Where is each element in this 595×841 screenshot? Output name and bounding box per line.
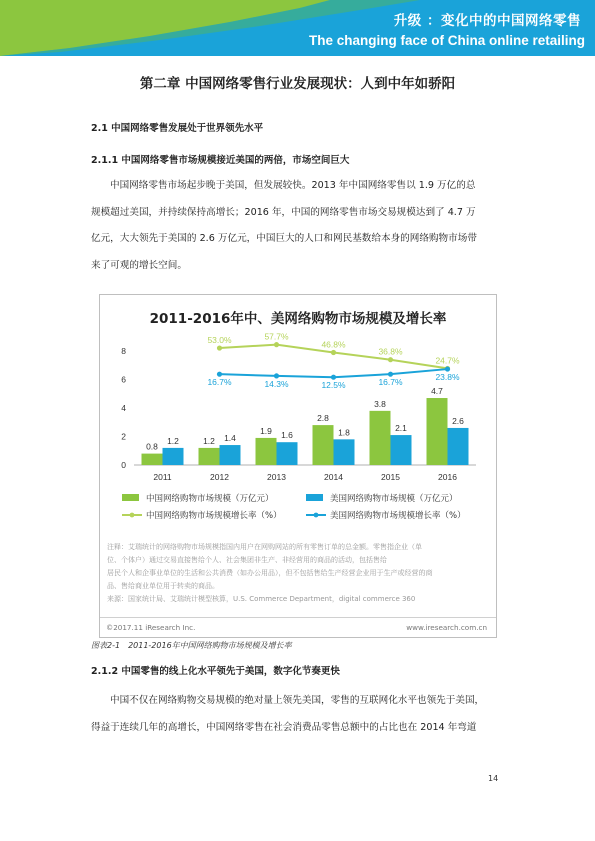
chart-figure	[99, 294, 497, 638]
growth-value-label: 12.5%	[321, 380, 346, 391]
bar-value-label: 2.6	[452, 415, 464, 426]
bar-value-label: 2.8	[317, 413, 329, 424]
chart-note-line: 位、个体户）通过交易直接售给个人、社会集团非生产、非经营用的商品的活动，包括售给	[107, 556, 387, 564]
page-number: 14	[488, 774, 499, 783]
chart-note-line: 注释：艾瑞统计的网络购物市场规模指国内用户在网购网站的所有零售订单的总金额。零售指企业（单	[107, 543, 422, 551]
x-tick-label: 2016	[438, 472, 457, 482]
growth-point	[217, 372, 222, 377]
x-tick-label: 2013	[267, 472, 286, 482]
section-2-1-heading: 2.1 中国网络零售发展处于世界领先水平	[91, 123, 264, 134]
legend-swatch	[122, 494, 139, 501]
legend-label: 中国网络购物市场规模（万亿元）	[146, 494, 274, 504]
bar-value-label: 1.2	[203, 435, 215, 446]
legend-label: 美国网络购物市场规模（万亿元）	[330, 494, 458, 504]
growth-value-label: 23.8%	[435, 372, 460, 383]
chart-copyright: ©2017.11 iResearch Inc.	[106, 623, 196, 632]
header-title-cn: 升级 ：变化中的中国网络零售	[393, 13, 581, 29]
growth-value-label: 53.0%	[207, 335, 232, 346]
bar-value-label: 1.9	[260, 425, 272, 436]
growth-value-label: 46.8%	[321, 339, 346, 350]
bar-china	[142, 454, 163, 465]
chart-footer	[100, 617, 496, 638]
x-tick-label: 2011	[153, 472, 172, 482]
bar-value-label: 1.2	[167, 435, 179, 446]
chart-note-line: 居民个人和企事业单位的生活和公共消费（如办公用品），但不包括售给生产经营企业用于生产或经营的商	[107, 569, 433, 577]
x-tick-label: 2015	[381, 472, 400, 482]
growth-value-label: 36.8%	[378, 346, 403, 357]
y-tick-label: 2	[121, 431, 126, 442]
legend-swatch	[130, 513, 135, 518]
bar-usa	[334, 439, 355, 465]
growth-value-label: 16.7%	[378, 377, 403, 388]
y-tick-label: 0	[121, 460, 126, 470]
growth-point	[274, 342, 279, 347]
chart-note	[107, 541, 490, 606]
chapter-title: 第二章 中国网络零售行业发展现状：人到中年如骄阳	[139, 76, 456, 92]
bar-value-label: 1.4	[224, 433, 236, 444]
y-tick-label: 4	[121, 403, 126, 413]
section-2-1-2-heading: 2.1.2 中国零售的线上化水平领先于美国，数字化节奏更快	[91, 666, 340, 677]
paragraph-1	[91, 173, 516, 279]
legend-swatch	[314, 513, 319, 518]
bar-usa	[448, 428, 469, 465]
bar-usa	[163, 448, 184, 465]
growth-point	[445, 366, 450, 371]
growth-point	[331, 350, 336, 355]
figure-caption: 图表2-1 2011-2016年中国网络购物市场规模及增长率	[91, 641, 292, 650]
growth-value-label: 16.7%	[207, 377, 232, 388]
section-2-1-1-heading: 2.1.1 中国网络零售市场规模接近美国的两倍，市场空间巨大	[91, 155, 350, 166]
chart-title: 2011-2016年中、美网络购物市场规模及增长率	[149, 311, 447, 327]
x-tick-label: 2014	[324, 472, 343, 482]
header-title-en: The changing face of China online retailing	[308, 33, 585, 48]
growth-point	[217, 345, 222, 350]
legend-swatch	[306, 494, 323, 501]
x-tick-label: 2012	[210, 472, 229, 482]
legend-label: 中国网络购物市场规模增长率（%）	[146, 511, 282, 521]
growth-point	[388, 357, 393, 362]
paragraph-1-line: 来了可观的增长空间。	[91, 259, 187, 271]
paragraph-1-line: 亿元，大大领先于美国的 2.6 万亿元，中国巨大的人口和网民基数给本身的网络购物市场带	[91, 233, 477, 244]
y-tick-label: 6	[121, 374, 126, 385]
bar-china	[199, 448, 220, 465]
bar-value-label: 4.7	[431, 386, 443, 397]
chart-website: www.iresearch.com.cn	[406, 623, 487, 632]
growth-point	[274, 373, 279, 378]
paragraph-2	[91, 688, 516, 741]
bar-value-label: 2.1	[395, 423, 407, 434]
bar-usa	[277, 442, 298, 465]
paragraph-2-line: 中国不仅在网络购物交易规模的绝对量上领先美国，零售的互联网化水平也领先于美国，	[110, 695, 485, 706]
page-header-banner	[0, 0, 595, 56]
bar-value-label: 1.8	[338, 427, 350, 438]
bar-value-label: 3.8	[374, 398, 386, 409]
legend-label: 美国网络购物市场规模增长率（%）	[330, 511, 466, 521]
paragraph-1-line: 中国网络零售市场起步晚于美国，但发展较快。2013 年中国网络零售以 1.9 万亿的总	[110, 180, 476, 191]
chart-plot	[100, 295, 496, 541]
bar-china	[256, 438, 277, 465]
bar-china	[370, 411, 391, 465]
growth-value-label: 57.7%	[264, 331, 289, 342]
growth-point	[331, 375, 336, 380]
bar-value-label: 0.8	[146, 441, 158, 452]
paragraph-2-line: 得益于连续几年的高增长，中国网络零售在社会消费品零售总额中的占比也在 2014 年弯道	[91, 721, 477, 733]
chart-note-line: 品、售给商业单位用于转卖的商品。	[107, 582, 219, 590]
growth-point	[388, 372, 393, 377]
y-tick-label: 8	[121, 346, 126, 356]
bar-china	[313, 425, 334, 465]
bar-usa	[391, 435, 412, 465]
paragraph-1-line: 规模超过美国，并持续保持高增长；2016 年，中国的网络零售市场交易规模达到了 4.7 万	[91, 206, 476, 218]
growth-value-label: 24.7%	[435, 355, 460, 366]
bar-china	[427, 398, 448, 465]
growth-value-label: 14.3%	[264, 378, 289, 389]
bar-usa	[220, 445, 241, 465]
chart-source-line: 来源：国家统计局、艾瑞统计模型核算，U.S. Commerce Department，digital commerce 360	[107, 595, 416, 603]
bar-value-label: 1.6	[281, 430, 293, 441]
